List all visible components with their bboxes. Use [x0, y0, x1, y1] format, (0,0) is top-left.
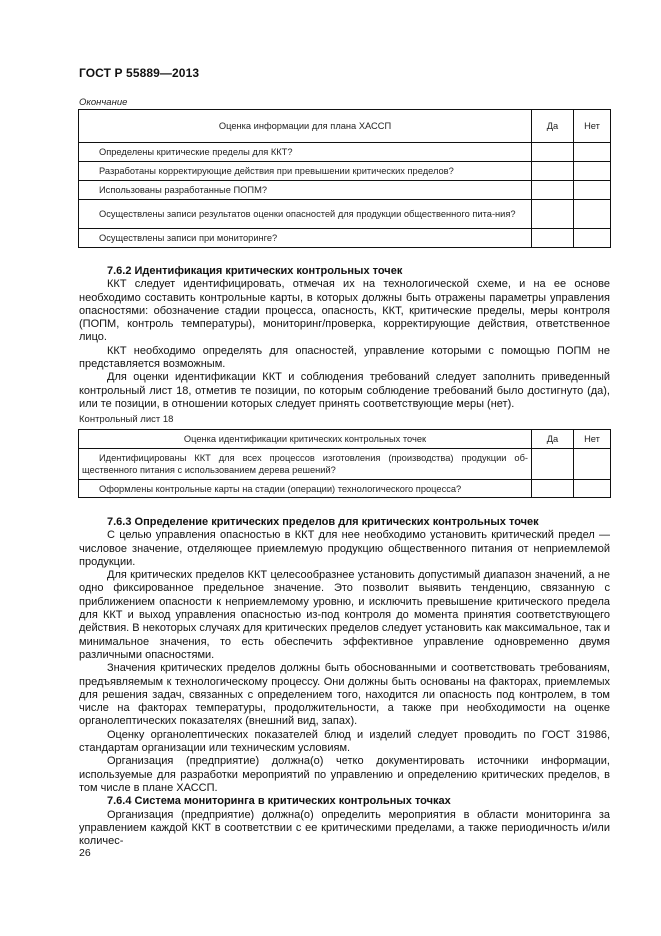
- no-cell[interactable]: [574, 200, 611, 229]
- standard-designation: ГОСТ Р 55889—2013: [79, 66, 200, 80]
- question-cell: Разработаны корректирующие действия при превышении критических пределов?: [79, 162, 532, 181]
- paragraph: ККТ следует идентифицировать, отмечая их на технологической схеме, и на ее основе необходимо составить контрольные карты, в которых должны быть отражены параметры управления опасностями: обозначение стадии процесса, опасность, ККТ, критические пределы, меры контроля (ПОПМ, контроль температуры), мониторинг/проверка, корректирующие действия, ответственное лицо.: [79, 278, 610, 344]
- paragraph: Организация (предприятие) должна(о) определить мероприятия в области мониторинга за управлением каждой ККТ в соответствии с ее критическими пределами, а также периодичность и/или количес-: [79, 808, 610, 848]
- paragraph: Оценку органолептических показателей блюд и изделий следует проводить по ГОСТ 31986, стандартам организации или техническим условиям.: [79, 728, 610, 755]
- paragraph: Организация (предприятие) должна(о) четко документировать источники информации, используемые для разработки мероприятий по управлению и определению критических пределов, в том числе в плане ХАССП.: [79, 755, 610, 794]
- no-cell[interactable]: [574, 449, 611, 480]
- no-cell[interactable]: [574, 143, 611, 162]
- yes-cell[interactable]: [532, 480, 574, 498]
- table-header-row: [79, 430, 611, 449]
- question-cell: Идентифицированы ККТ для всех процессов изготовления (производства) продукции об-щественного питания с использованием дерева решений?: [79, 449, 532, 480]
- section-heading: 7.6.3 Определение критических пределов для критических контрольных точек: [107, 516, 539, 528]
- question-cell: Осуществлены записи при мониторинге?: [79, 229, 532, 248]
- no-cell[interactable]: [574, 229, 611, 248]
- page-number: 26: [79, 847, 91, 859]
- control-sheet-18-table: [78, 429, 611, 498]
- column-header-question: Оценка идентификации критических контрольных точек: [79, 430, 532, 449]
- table-header-row: [79, 110, 611, 143]
- yes-cell[interactable]: [532, 181, 574, 200]
- yes-cell[interactable]: [532, 143, 574, 162]
- table-row: [79, 480, 611, 498]
- question-cell: Осуществлены записи результатов оценки опасностей для продукции общественного пита-ния?: [79, 200, 532, 229]
- column-header-yes: Да: [532, 430, 574, 449]
- table-row: [79, 181, 611, 200]
- yes-cell[interactable]: [532, 162, 574, 181]
- question-cell: Использованы разработанные ПОПМ?: [79, 181, 532, 200]
- table-row: [79, 143, 611, 162]
- paragraph: Значения критических пределов должны быть обоснованными и соответствовать требованиям, предъявляемым к технологическому процессу. Они должны быть основаны на факторах, приемлемых для решения задач, связанных с определением того, находится ли опасность под контролем, в том числе на факторах температуры, продолжительности, а также при необходимости на оценке органолептических показателях (внешний вид, запах).: [79, 662, 610, 728]
- section-7-6-3: [79, 516, 610, 848]
- yes-cell[interactable]: [532, 200, 574, 229]
- column-header-question: Оценка информации для плана ХАССП: [79, 110, 532, 143]
- hassp-plan-checklist-table: [78, 109, 611, 248]
- table-row: [79, 449, 611, 480]
- table-row: [79, 229, 611, 248]
- table1-caption: Окончание: [79, 97, 128, 108]
- paragraph: Для критических пределов ККТ целесообразнее установить допустимый диапазон значений, а не одно фиксированное предельное значение. Это позволит выявить тенденцию, связанную с приближением опасности к неприемлемому уровню, и исключить превышение критического предела для ККТ и выход управления опасностью из-под контроля до момента принятия соответствующего действия. В некоторых случаях для критических пределов следует установить как максимальное, так и минимальное значения, то есть обеспечить эффективное управление одновременно двумя различными опасностями.: [79, 569, 610, 661]
- paragraph: Для оценки идентификации ККТ и соблюдения требований следует заполнить приведенный контрольный лист 18, отметив те позиции, по которым соблюдение требований было достигнуто (да), или те позиции, в отношении которых следует принять соответствующие меры (нет).: [79, 371, 610, 410]
- table-row: [79, 200, 611, 229]
- paragraph: ККТ необходимо определять для опасностей, управление которыми с помощью ПОПМ не представляется возможным.: [79, 344, 610, 371]
- yes-cell[interactable]: [532, 449, 574, 480]
- table2-caption: Контрольный лист 18: [79, 414, 174, 425]
- question-cell: Определены критические пределы для ККТ?: [79, 143, 532, 162]
- section-heading: 7.6.4 Система мониторинга в критических контрольных точках: [107, 795, 451, 808]
- no-cell[interactable]: [574, 480, 611, 498]
- question-cell: Оформлены контрольные карты на стадии (операции) технологического процесса?: [79, 480, 532, 498]
- paragraph: С целью управления опасностью в ККТ для нее необходимо установить критический предел — числовое значение, отделяющее приемлемую продукцию общественного питания от неприемлемой продукции.: [79, 529, 610, 568]
- section-7-6-2: [79, 265, 610, 411]
- section-heading: 7.6.2 Идентификация критических контрольных точек: [107, 265, 403, 277]
- column-header-yes: Да: [532, 110, 574, 143]
- no-cell[interactable]: [574, 181, 611, 200]
- column-header-no: Нет: [574, 110, 611, 143]
- column-header-no: Нет: [574, 430, 611, 449]
- no-cell[interactable]: [574, 162, 611, 181]
- yes-cell[interactable]: [532, 229, 574, 248]
- table-row: [79, 162, 611, 181]
